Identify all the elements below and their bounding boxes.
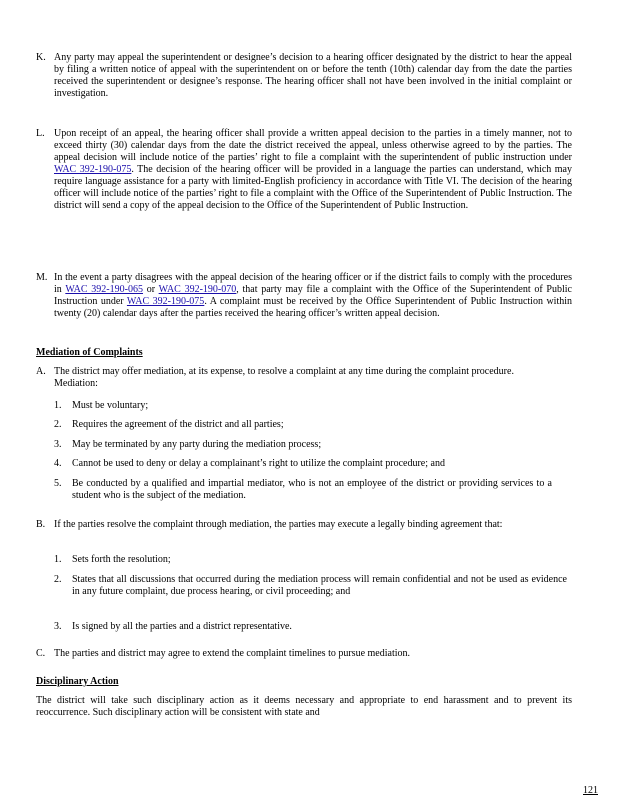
list-text: Is signed by all the parties and a district representative. <box>72 621 292 632</box>
item-c-marker: C. <box>36 648 46 659</box>
list-text: Cannot be used to deny or delay a complainant’s right to utilize the complaint procedure; and <box>72 458 445 469</box>
list-text: States that all discussions that occurred during the mediation process will remain confidential and not be used as evidence in any future complaint, due process hearing, or civil proceeding; and <box>72 574 567 597</box>
wac-link-392-190-075[interactable]: WAC 392-190-075 <box>54 164 132 175</box>
item-m-text-2: or <box>146 284 156 295</box>
item-a-marker: A. <box>36 366 46 377</box>
list-number: 2. <box>54 574 62 585</box>
item-m-text-3: , that party may file a complaint with the Office of the Superintendent of Public Instruction under <box>54 284 572 307</box>
wac-link-392-190-065[interactable]: WAC 392-190-065 <box>65 284 143 295</box>
item-m-marker: M. <box>36 272 48 283</box>
item-k-text: Any party may appeal the superintendent or designee’s decision to a hearing officer designated by the district to hear the appeal by filing a written notice of appeal with the superintendent on or before the tenth (10th) calendar day from the date the parties received the superintendent or designee’s response. The hearing officer shall not have been involved in the initial complaint or investigation. <box>54 52 572 99</box>
item-k <box>36 52 572 100</box>
wac-link-392-190-075-second[interactable]: WAC 392-190-075 <box>126 296 205 307</box>
list-number: 4. <box>54 458 62 469</box>
list-text: Requires the agreement of the district and all parties; <box>72 419 284 430</box>
list-number: 2. <box>54 419 62 430</box>
item-b-text: If the parties resolve the complaint through mediation, the parties may execute a legally binding agreement that: <box>54 519 503 530</box>
list-number: 5. <box>54 478 62 489</box>
item-l-marker: L. <box>36 128 45 139</box>
disciplinary-text: The district will take such disciplinary action as it deems necessary and appropriate to end harassment and to prevent its reoccurrence. Such disciplinary action will be consistent with state and <box>36 695 572 718</box>
list-text: Be conducted by a qualified and impartial mediator, who is not an employee of the district or providing services to a student who is the subject of the mediation. <box>72 478 552 501</box>
item-b-marker: B. <box>36 519 46 530</box>
list-number: 3. <box>54 439 62 450</box>
item-k-marker: K. <box>36 52 46 63</box>
item-l <box>36 128 572 212</box>
list-number: 1. <box>54 400 62 411</box>
item-m-text-4: . A complaint must be received by the Office Superintendent of Public Instruction within twenty (20) calendar days after the parties received the hearing officer’s written appeal decision. <box>54 296 573 319</box>
item-l-text-2: . The decision of the hearing officer will be provided in a language the parties can understand, which may require language assistance for a party with limited-English proficiency in accordance with Title VI. The decision of the hearing officer will include notice of the parties’ right to file a complaint with the Office of the Superintendent of Public Instruction. The district will send a copy of the appeal decision to the Office of the Superintendent of Public Instruction. <box>54 164 572 211</box>
disciplinary-heading: Disciplinary Action <box>36 676 119 687</box>
list-text: Sets forth the resolution; <box>72 554 171 565</box>
disciplinary-paragraph <box>36 695 572 719</box>
item-c <box>36 648 554 660</box>
mediation-heading: Mediation of Complaints <box>36 347 143 358</box>
item-a-text: The district may offer mediation, at its expense, to resolve a complaint at any time during the complaint procedure. Mediation: <box>54 366 514 389</box>
wac-link-392-190-070[interactable]: WAC 392-190-070 <box>158 284 237 295</box>
item-c-text: The parties and district may agree to extend the complaint timelines to pursue mediation. <box>54 648 411 659</box>
item-a <box>36 366 524 390</box>
item-m <box>36 272 573 320</box>
list-text: May be terminated by any party during the mediation process; <box>72 439 322 450</box>
page-number: 121 <box>583 785 598 796</box>
list-number: 3. <box>54 621 62 632</box>
list-text: Must be voluntary; <box>72 400 149 411</box>
item-m-text-1: In the event a party disagrees with the appeal decision of the hearing officer or if the district fails to comply with the procedures in <box>54 272 572 295</box>
item-b <box>36 519 554 531</box>
list-number: 1. <box>54 554 62 565</box>
item-l-text-1: Upon receipt of an appeal, the hearing officer shall provide a written appeal decision to the parties in a timely manner, not to exceed thirty (30) calendar days from the date the district received the appeal, unless otherwise agreed to by the parties. The appeal decision will include notice of the parties’ right to file a complaint with the superintendent of public instruction under <box>54 128 572 163</box>
